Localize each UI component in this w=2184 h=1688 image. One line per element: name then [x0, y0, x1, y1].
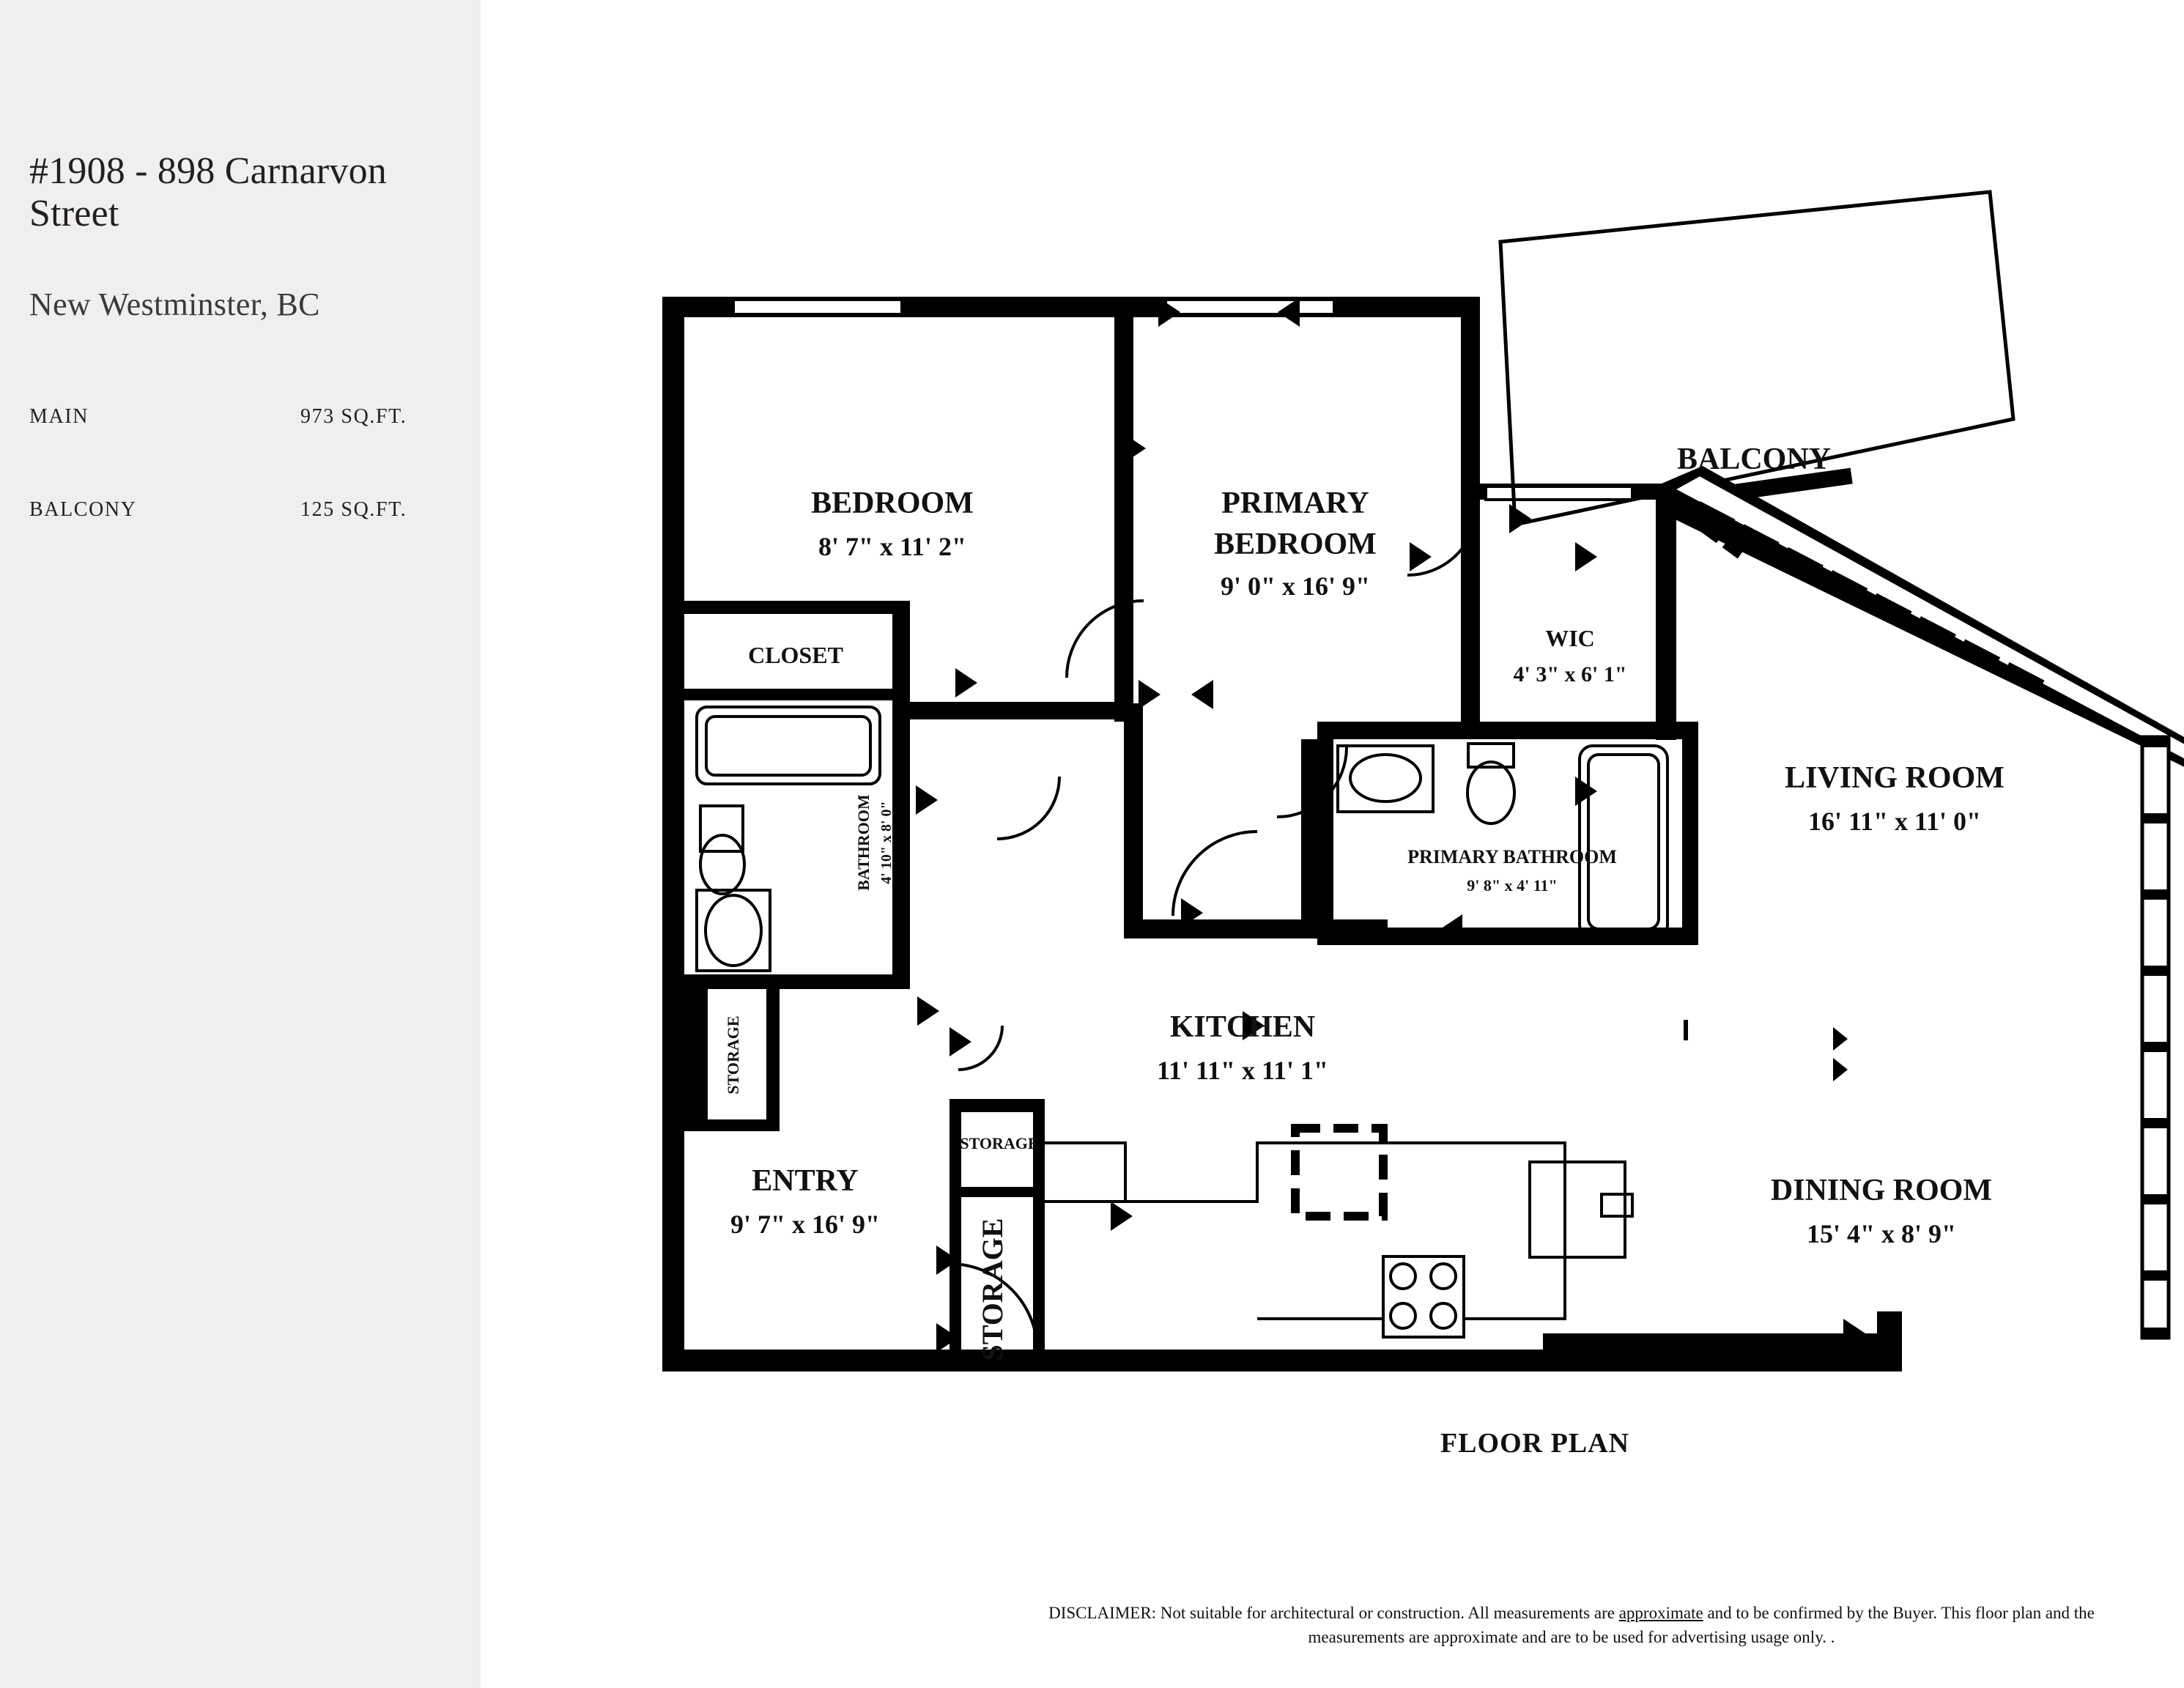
- ceiling-marks: [1684, 1020, 1848, 1081]
- door-swing-bath2: [997, 777, 1059, 839]
- plan-caption: FLOOR PLAN: [1440, 1428, 1630, 1459]
- room-dim-living: 16' 11" x 11' 0": [1807, 807, 1982, 836]
- room-label-primary-2: BEDROOM: [1214, 528, 1377, 561]
- room-label-balcony: BALCONY: [1676, 443, 1832, 476]
- disclaimer-part1: DISCLAIMER: Not suitable for architectural or construction. All measurements are: [1048, 1604, 1619, 1622]
- sink-primary: [1350, 755, 1421, 802]
- room-dim-dining: 15' 4" x 8' 9": [1807, 1219, 1956, 1248]
- room-dim-wic: 4' 3" x 6' 1": [1513, 662, 1627, 686]
- page-title: #1908 - 898 Carnarvon Street: [29, 150, 387, 235]
- room-label-storage-big: STORAGE: [976, 1218, 1009, 1361]
- area-value-balcony: 125 SQ.FT.: [300, 498, 407, 521]
- room-label-bathroom: BATHROOM: [854, 794, 873, 891]
- disclaimer-part2: and to be confirmed by the Buyer. This floor plan and the measurements are approximate and are to be used for advertising usage only. .: [1308, 1604, 2095, 1647]
- right-glazed-wall: [2142, 737, 2169, 1338]
- room-dim-bedroom: 8' 7" x 11' 2": [818, 532, 966, 561]
- bathtub-primary: [1580, 746, 1667, 938]
- fridge: [1530, 1162, 1625, 1257]
- room-dim-kitchen: 11' 11" x 11' 1": [1156, 1056, 1329, 1085]
- bathtub-main: [697, 707, 880, 784]
- toilet-bowl-primary: [1467, 762, 1514, 823]
- bathtub-primary-inner: [1588, 755, 1659, 929]
- door-swing-storage: [958, 1026, 1002, 1070]
- area-label-balcony: BALCONY: [29, 498, 137, 521]
- bathtub-inner: [706, 717, 870, 775]
- vanity-main: [697, 890, 770, 971]
- room-label-storage-small: STORAGE: [960, 1134, 1039, 1152]
- room-label-bedroom: BEDROOM: [811, 486, 974, 520]
- kitchen-counter: [1045, 1143, 1565, 1319]
- room-label-wic: WIC: [1545, 625, 1595, 651]
- window-wic: [1486, 486, 1632, 500]
- window-primary: [1166, 300, 1334, 314]
- room-label-dining: DINING ROOM: [1770, 1174, 1993, 1207]
- room-label-storage-left: STORAGE: [724, 1015, 742, 1095]
- fridge-handle: [1602, 1194, 1632, 1216]
- room-label-closet: CLOSET: [748, 642, 843, 668]
- room-dim-entry: 9' 7" x 16' 9": [730, 1210, 880, 1239]
- area-value-main: 973 SQ.FT.: [300, 405, 407, 428]
- city-subtitle: New Westminster, BC: [29, 286, 320, 322]
- room-label-kitchen: KITCHEN: [1169, 1010, 1316, 1044]
- area-label-main: MAIN: [29, 405, 89, 428]
- room-label-primary-1: PRIMARY: [1221, 486, 1369, 520]
- toilet-bowl-main: [700, 835, 744, 894]
- room-label-primary-bath: PRIMARY BATHROOM: [1407, 846, 1617, 867]
- room-dim-bathroom: 4' 10" x 8' 0": [878, 801, 895, 884]
- info-sidebar: [0, 0, 481, 1688]
- room-label-living: LIVING ROOM: [1785, 761, 2005, 795]
- room-dim-primary-bath: 9' 8" x 4' 11": [1467, 876, 1558, 895]
- envelope-right-glass: [1673, 475, 2184, 762]
- disclaimer-underline: approximate: [1618, 1604, 1703, 1622]
- sink-main: [706, 895, 761, 966]
- disclaimer-text: [1011, 1601, 2132, 1650]
- window-bedroom: [733, 300, 902, 314]
- area-row-balcony: [29, 498, 454, 522]
- room-label-entry: ENTRY: [752, 1164, 859, 1198]
- toilet-tank-primary: [1468, 744, 1514, 767]
- room-dim-primary: 9' 0" x 16' 9": [1221, 571, 1370, 601]
- area-row-main: [29, 405, 454, 429]
